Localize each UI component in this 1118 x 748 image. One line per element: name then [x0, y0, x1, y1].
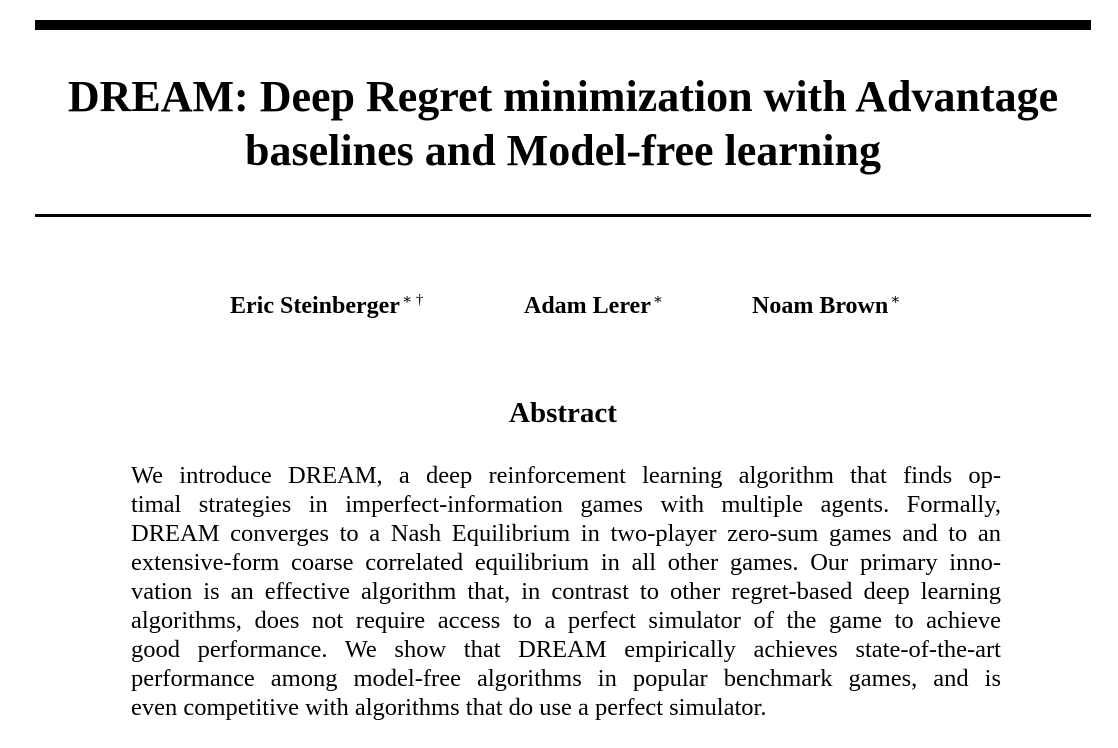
author-name: Eric Steinberger: [230, 293, 400, 319]
abstract-text: [131, 461, 1001, 722]
abstract-heading: Abstract: [509, 397, 617, 429]
author-eric-steinberger: [230, 288, 423, 324]
author-affiliation-marks: ∗ †: [401, 292, 424, 308]
abstract-line: DREAM converges to a Nash Equilibrium in two-player zero-sum games and to an: [131, 520, 1001, 547]
paper-title: [35, 70, 1091, 178]
author-list: [0, 288, 1118, 324]
abstract-line: algorithms, does not require access to a perfect simulator of the game to achieve: [131, 607, 1001, 634]
author-name: Noam Brown: [752, 293, 889, 319]
abstract-line: We introduce DREAM, a deep reinforcement learning algorithm that finds op-: [131, 462, 1001, 489]
abstract-line: good performance. We show that DREAM empirically achieves state-of-the-art: [131, 636, 1001, 663]
author-noam-brown: [752, 288, 900, 324]
title-top-rule: [35, 20, 1091, 30]
author-affiliation-marks: ∗: [652, 292, 664, 308]
author-affiliation-marks: ∗: [890, 292, 901, 308]
abstract-line: extensive-form coarse correlated equilibrium in all other games. Our primary inno-: [131, 549, 1001, 576]
author-name: Adam Lerer: [524, 293, 651, 319]
abstract-line: timal strategies in imperfect-information games with multiple agents. Formally,: [131, 491, 1001, 518]
title-bottom-rule: [35, 214, 1091, 217]
title-line: DREAM: Deep Regret minimization with Advantage: [67, 72, 1059, 121]
author-adam-lerer: [524, 288, 663, 324]
abstract-line: performance among model-free algorithms in popular benchmark games, and is: [131, 665, 1001, 692]
abstract-line: vation is an effective algorithm that, in contrast to other regret-based deep learning: [131, 578, 1001, 605]
abstract-line: even competitive with algorithms that do use a perfect simulator.: [131, 694, 767, 721]
title-line: baselines and Model-free learning: [245, 126, 881, 175]
